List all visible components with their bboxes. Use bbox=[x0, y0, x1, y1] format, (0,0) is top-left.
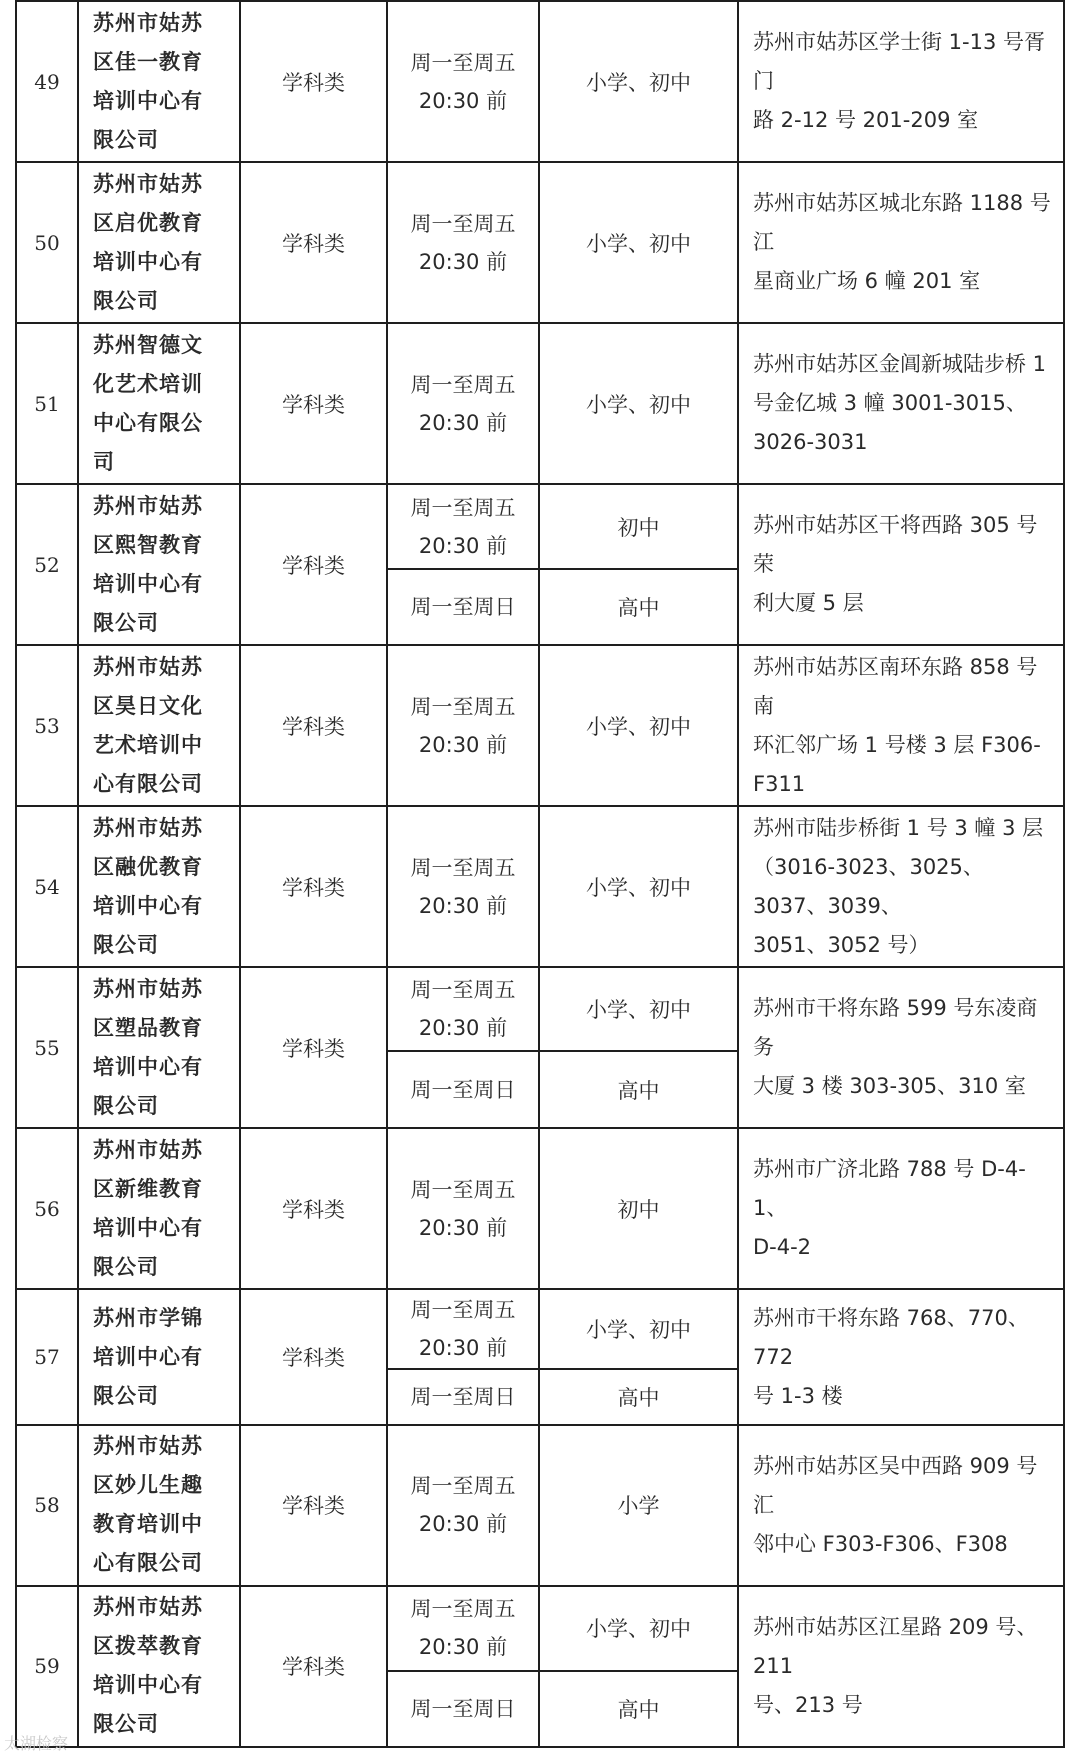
text-line: 化艺术培训 bbox=[93, 371, 203, 396]
text-line: 苏州市姑苏 bbox=[93, 1137, 203, 1162]
text-line: 限公司 bbox=[93, 1712, 159, 1737]
class-time bbox=[387, 484, 539, 569]
address bbox=[738, 1289, 1064, 1425]
class-time bbox=[387, 162, 539, 323]
text-line: 区拨萃教育 bbox=[93, 1634, 203, 1659]
text-line: 区妙儿生趣 bbox=[93, 1473, 203, 1498]
table-row bbox=[16, 1128, 1064, 1289]
text-line: 苏州市姑苏区干将西路 305 号荣 bbox=[753, 513, 1038, 577]
school-level: 高中 bbox=[539, 1369, 738, 1425]
text-line: 星商业广场 6 幢 201 室 bbox=[753, 269, 981, 294]
text-line: 区佳一教育 bbox=[93, 49, 203, 74]
school-level: 高中 bbox=[539, 1671, 738, 1747]
course-type: 学科类 bbox=[240, 1128, 387, 1289]
text-line: 教育培训中 bbox=[93, 1512, 203, 1537]
table-row bbox=[16, 967, 1064, 1051]
text-line: 3051、3052 号） bbox=[753, 932, 930, 957]
text-line: 限公司 bbox=[93, 127, 159, 152]
row-number: 54 bbox=[16, 806, 78, 967]
table-row bbox=[16, 323, 1064, 484]
table-row bbox=[16, 1289, 1064, 1369]
text-line: 艺术培训中 bbox=[93, 732, 203, 757]
table-row bbox=[16, 484, 1064, 569]
text-line: 苏州市姑苏 bbox=[93, 1595, 203, 1620]
text-line: 限公司 bbox=[93, 1093, 159, 1118]
row-number: 51 bbox=[16, 323, 78, 484]
course-type: 学科类 bbox=[240, 806, 387, 967]
watermark: 太湖检察 bbox=[4, 1734, 69, 1753]
school-level: 小学、初中 bbox=[539, 645, 738, 806]
text-line: 苏州市干将东路 768、770、772 bbox=[753, 1305, 1029, 1369]
institution-name bbox=[78, 484, 240, 645]
school-level: 小学、初中 bbox=[539, 967, 738, 1051]
text-line: 培训中心有 bbox=[93, 1054, 203, 1079]
school-level: 小学、初中 bbox=[539, 1289, 738, 1369]
text-line: 司 bbox=[93, 449, 115, 474]
school-level: 小学、初中 bbox=[539, 1586, 738, 1671]
class-time bbox=[387, 1128, 539, 1289]
text-line: 苏州市陆步桥街 1 号 3 幢 3 层 bbox=[753, 815, 1044, 840]
institution-name bbox=[78, 323, 240, 484]
institution-name bbox=[78, 1289, 240, 1425]
text-line: 3026-3031 bbox=[753, 430, 868, 455]
text-line: 限公司 bbox=[93, 932, 159, 957]
text-line: 苏州市姑苏区江星路 209 号、211 bbox=[753, 1614, 1038, 1678]
table-row bbox=[16, 645, 1064, 806]
course-type: 学科类 bbox=[240, 323, 387, 484]
class-time bbox=[387, 1051, 539, 1128]
class-time bbox=[387, 967, 539, 1051]
institution-name bbox=[78, 967, 240, 1128]
institution-name bbox=[78, 1425, 240, 1586]
class-time bbox=[387, 806, 539, 967]
text-line: 20:30 前 bbox=[418, 1336, 508, 1360]
text-line: 大厦 3 楼 303-305、310 室 bbox=[753, 1074, 1026, 1099]
school-level: 小学、初中 bbox=[539, 323, 738, 484]
text-line: 区融优教育 bbox=[93, 854, 203, 879]
text-line: 20:30 前 bbox=[418, 1215, 508, 1240]
class-time bbox=[387, 1671, 539, 1747]
text-line: 培训中心有 bbox=[93, 571, 203, 596]
text-line: 限公司 bbox=[93, 1254, 159, 1279]
text-line: 区启优教育 bbox=[93, 210, 203, 235]
text-line: 苏州市姑苏区吴中西路 909 号汇 bbox=[753, 1453, 1038, 1517]
address bbox=[738, 967, 1064, 1128]
row-number: 50 bbox=[16, 162, 78, 323]
school-level: 小学、初中 bbox=[539, 1, 738, 162]
text-line: 区熙智教育 bbox=[93, 532, 203, 557]
course-type: 学科类 bbox=[240, 645, 387, 806]
course-type: 学科类 bbox=[240, 484, 387, 645]
text-line: 周一至周日 bbox=[410, 1077, 516, 1102]
text-line: 周一至周日 bbox=[410, 1384, 516, 1409]
table-row bbox=[16, 1, 1064, 162]
address bbox=[738, 162, 1064, 323]
table-row bbox=[16, 806, 1064, 967]
text-line: 周一至周五 bbox=[410, 50, 516, 75]
text-line: 20:30 前 bbox=[418, 893, 508, 918]
school-level: 小学 bbox=[539, 1425, 738, 1586]
institution-name bbox=[78, 1128, 240, 1289]
institution-table bbox=[15, 0, 1065, 1748]
text-line: 苏州市广济北路 788 号 D-4-1、 bbox=[753, 1157, 1026, 1221]
course-type: 学科类 bbox=[240, 1, 387, 162]
text-line: 苏州市姑苏区学士街 1-13 号胥门 bbox=[753, 30, 1046, 94]
text-line: 苏州市姑苏区城北东路 1188 号江 bbox=[753, 191, 1051, 255]
address bbox=[738, 1425, 1064, 1586]
row-number: 53 bbox=[16, 645, 78, 806]
text-line: 20:30 前 bbox=[418, 249, 508, 274]
row-number: 49 bbox=[16, 1, 78, 162]
class-time bbox=[387, 323, 539, 484]
text-line: 苏州市姑苏 bbox=[93, 171, 203, 196]
address bbox=[738, 1, 1064, 162]
school-level: 初中 bbox=[539, 1128, 738, 1289]
text-line: 利大厦 5 层 bbox=[753, 591, 864, 616]
text-line: 周一至周五 bbox=[410, 211, 516, 236]
address bbox=[738, 323, 1064, 484]
text-line: 苏州市学锦 bbox=[93, 1305, 203, 1330]
row-number: 57 bbox=[16, 1289, 78, 1425]
text-line: 区新维教育 bbox=[93, 1176, 203, 1201]
text-line: 培训中心有 bbox=[93, 249, 203, 274]
course-type: 学科类 bbox=[240, 162, 387, 323]
class-time bbox=[387, 1369, 539, 1425]
address bbox=[738, 484, 1064, 645]
row-number: 59 bbox=[16, 1586, 78, 1747]
text-line: 苏州市姑苏 bbox=[93, 1434, 203, 1459]
text-line: 苏州市姑苏 bbox=[93, 493, 203, 518]
text-line: 周一至周五 bbox=[410, 978, 516, 1003]
text-line: 号金亿城 3 幢 3001-3015、 bbox=[753, 391, 1027, 416]
text-line: 20:30 前 bbox=[418, 1512, 508, 1537]
text-line: 苏州市干将东路 599 号东凌商务 bbox=[753, 996, 1038, 1060]
text-line: 周一至周五 bbox=[410, 694, 516, 719]
text-line: 苏州市姑苏区南环东路 858 号南 bbox=[753, 654, 1038, 718]
school-level: 小学、初中 bbox=[539, 162, 738, 323]
text-line: 限公司 bbox=[93, 1383, 159, 1408]
school-level: 高中 bbox=[539, 1051, 738, 1128]
text-line: 周一至周五 bbox=[410, 1597, 516, 1622]
text-line: 20:30 前 bbox=[418, 1635, 508, 1660]
course-type: 学科类 bbox=[240, 967, 387, 1128]
row-number: 55 bbox=[16, 967, 78, 1128]
course-type: 学科类 bbox=[240, 1586, 387, 1747]
text-line: 苏州市姑苏区金阊新城陆步桥 1 bbox=[753, 352, 1047, 377]
row-number: 52 bbox=[16, 484, 78, 645]
text-line: 周一至周五 bbox=[410, 1474, 516, 1499]
text-line: 区昊日文化 bbox=[93, 693, 203, 718]
class-time bbox=[387, 1425, 539, 1586]
text-line: 心有限公司 bbox=[93, 1551, 203, 1576]
table-row bbox=[16, 162, 1064, 323]
text-line: 中心有限公 bbox=[93, 410, 203, 435]
text-line: 培训中心有 bbox=[93, 1673, 203, 1698]
text-line: 限公司 bbox=[93, 288, 159, 313]
text-line: 周一至周五 bbox=[410, 495, 516, 520]
institution-name bbox=[78, 1, 240, 162]
text-line: 苏州市姑苏 bbox=[93, 815, 203, 840]
text-line: 区塑品教育 bbox=[93, 1015, 203, 1040]
text-line: 培训中心有 bbox=[93, 893, 203, 918]
text-line: 限公司 bbox=[93, 610, 159, 635]
text-line: 20:30 前 bbox=[418, 732, 508, 757]
text-line: 号 1-3 楼 bbox=[753, 1383, 843, 1408]
row-number: 58 bbox=[16, 1425, 78, 1586]
institution-name bbox=[78, 162, 240, 323]
class-time bbox=[387, 1586, 539, 1671]
text-line: 苏州市姑苏 bbox=[93, 10, 203, 35]
text-line: 苏州智德文 bbox=[93, 332, 203, 357]
text-line: 20:30 前 bbox=[418, 533, 508, 558]
text-line: 周一至周五 bbox=[410, 372, 516, 397]
institution-name bbox=[78, 1586, 240, 1747]
class-time bbox=[387, 1289, 539, 1369]
text-line: 20:30 前 bbox=[418, 88, 508, 113]
text-line: 培训中心有 bbox=[93, 1215, 203, 1240]
text-line: （3016-3023、3025、3037、3039、 bbox=[753, 854, 984, 918]
text-line: 周一至周日 bbox=[410, 595, 516, 620]
table-row bbox=[16, 1425, 1064, 1586]
address bbox=[738, 645, 1064, 806]
address bbox=[738, 1586, 1064, 1747]
text-line: 周一至周日 bbox=[410, 1696, 516, 1721]
text-line: 周一至周五 bbox=[410, 855, 516, 880]
institution-name bbox=[78, 645, 240, 806]
text-line: 周一至周五 bbox=[410, 1177, 516, 1202]
course-type: 学科类 bbox=[240, 1425, 387, 1586]
text-line: 周一至周五 bbox=[410, 1298, 516, 1322]
text-line: D-4-2 bbox=[753, 1235, 812, 1260]
text-line: 培训中心有 bbox=[93, 1344, 203, 1369]
text-line: 苏州市姑苏 bbox=[93, 976, 203, 1001]
school-level: 初中 bbox=[539, 484, 738, 569]
table-row bbox=[16, 1586, 1064, 1671]
institution-name bbox=[78, 806, 240, 967]
text-line: 号、213 号 bbox=[753, 1692, 863, 1717]
class-time bbox=[387, 1, 539, 162]
text-line: 20:30 前 bbox=[418, 410, 508, 435]
class-time bbox=[387, 569, 539, 645]
text-line: 环汇邻广场 1 号楼 3 层 F306-F311 bbox=[753, 732, 1041, 796]
text-line: 20:30 前 bbox=[418, 1016, 508, 1041]
school-level: 高中 bbox=[539, 569, 738, 645]
text-line: 路 2-12 号 201-209 室 bbox=[753, 108, 979, 133]
text-line: 培训中心有 bbox=[93, 88, 203, 113]
row-number: 56 bbox=[16, 1128, 78, 1289]
text-line: 心有限公司 bbox=[93, 771, 203, 796]
text-line: 苏州市姑苏 bbox=[93, 654, 203, 679]
course-type: 学科类 bbox=[240, 1289, 387, 1425]
text-line: 邻中心 F303-F306、F308 bbox=[753, 1531, 1008, 1556]
address bbox=[738, 806, 1064, 967]
address bbox=[738, 1128, 1064, 1289]
class-time bbox=[387, 645, 539, 806]
school-level: 小学、初中 bbox=[539, 806, 738, 967]
